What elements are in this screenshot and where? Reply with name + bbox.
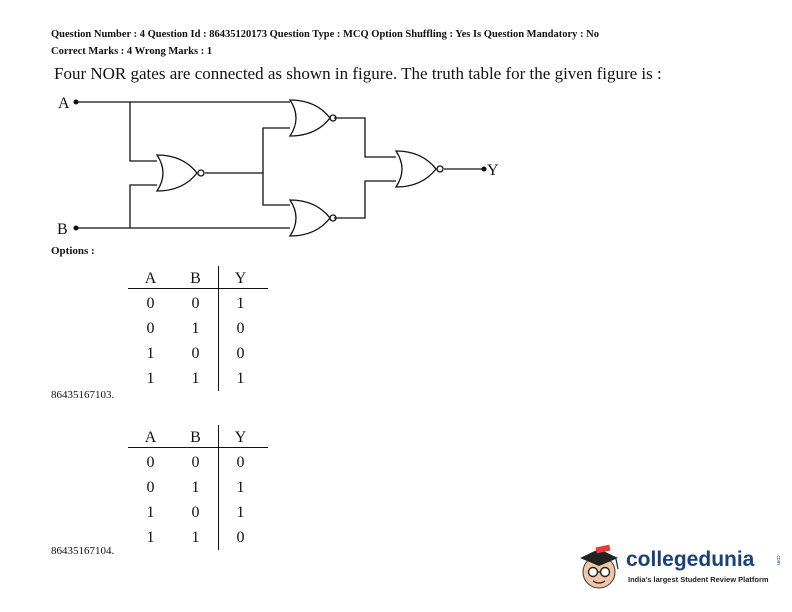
cell-a: 1	[146, 503, 155, 521]
input-a-terminal	[74, 100, 79, 105]
table-header-divider	[128, 288, 268, 289]
cell-y: 1	[236, 478, 245, 496]
cell-a: 1	[146, 369, 155, 387]
input-b-terminal	[74, 226, 79, 231]
wire-gate2-to-gate1	[205, 128, 290, 173]
nor-gate-circuit-diagram	[0, 0, 792, 250]
column-header-y: Y	[234, 269, 247, 287]
table-row	[118, 291, 268, 316]
cell-b: 0	[191, 503, 200, 521]
wire-a-to-gate2	[77, 102, 157, 161]
cell-a: 0	[146, 319, 155, 337]
column-header-b: B	[190, 269, 201, 287]
column-header-b: B	[190, 428, 201, 446]
cell-a: 1	[146, 344, 155, 362]
column-header-a: A	[144, 269, 157, 287]
nor-gate-3	[290, 200, 336, 236]
input-b-label: B	[57, 221, 68, 238]
logo-tagline: India's largest Student Review Platform	[628, 575, 769, 584]
truth-table-option-2	[118, 425, 268, 550]
nor-gate-1	[290, 100, 336, 136]
wire-gate3-to-gate4	[334, 181, 396, 218]
table-row	[118, 366, 268, 391]
table-row	[118, 500, 268, 525]
table-header-divider	[128, 447, 268, 448]
cell-a: 0	[146, 453, 155, 471]
table-row	[118, 341, 268, 366]
table-output-divider	[218, 425, 219, 550]
question-meta-line-1: Question Number : 4 Question Id : 86435120173 Question Type : MCQ Option Shuffling : Yes Is Question Mandatory : No	[51, 29, 599, 40]
cell-y: 0	[236, 453, 245, 471]
table-row	[118, 525, 268, 550]
cell-a: 0	[146, 294, 155, 312]
cell-a: 1	[146, 528, 155, 546]
wire-b-to-gate2	[77, 185, 157, 228]
question-text: Four NOR gates are connected as shown in figure. The truth table for the given figure is :	[54, 64, 662, 83]
cell-y: 1	[236, 369, 245, 387]
truth-table-option-1	[118, 266, 268, 391]
logo-wordmark: collegedunia	[626, 548, 755, 571]
column-header-a: A	[144, 428, 157, 446]
cell-y: 0	[236, 344, 245, 362]
cell-a: 0	[146, 478, 155, 496]
cell-y: 0	[236, 528, 245, 546]
wire-gate1-to-gate4	[334, 118, 396, 157]
cell-b: 1	[191, 369, 200, 387]
nor-gate-2	[157, 155, 204, 191]
cell-y: 1	[236, 503, 245, 521]
table-output-divider	[218, 266, 219, 391]
nor-gate-4	[396, 151, 443, 187]
option-2-id: 86435167104.	[51, 545, 115, 557]
cell-b: 1	[191, 528, 200, 546]
cell-b: 0	[191, 453, 200, 471]
logo-domain-suffix: .com	[775, 554, 781, 565]
cell-y: 0	[236, 319, 245, 337]
table-row	[118, 450, 268, 475]
input-a-label: A	[58, 95, 70, 112]
column-header-y: Y	[234, 428, 247, 446]
option-1-id: 86435167103.	[51, 389, 115, 401]
cell-b: 1	[191, 319, 200, 337]
cell-y: 1	[236, 294, 245, 312]
wire-gate2-to-gate3	[263, 173, 290, 205]
options-heading: Options :	[51, 245, 95, 257]
cell-b: 0	[191, 344, 200, 362]
question-meta-line-2: Correct Marks : 4 Wrong Marks : 1	[51, 46, 213, 57]
table-row	[118, 475, 268, 500]
cell-b: 0	[191, 294, 200, 312]
output-y-terminal	[482, 167, 487, 172]
output-y-label: Y	[487, 162, 499, 179]
student-mascot-icon	[572, 540, 626, 596]
table-row	[118, 316, 268, 341]
collegedunia-logo	[572, 540, 782, 600]
cell-b: 1	[191, 478, 200, 496]
